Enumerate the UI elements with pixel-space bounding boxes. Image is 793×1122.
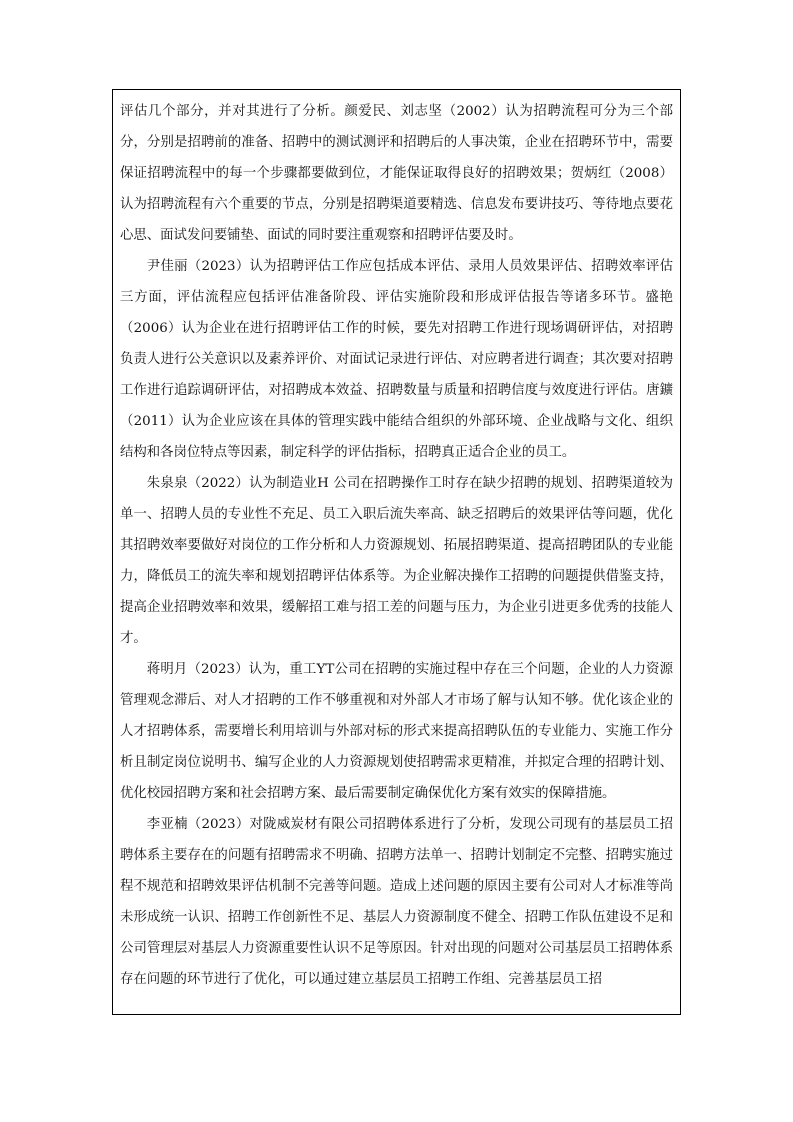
paragraph-2: 尹佳丽（2023）认为招聘评估工作应包括成本评估、录用人员效果评估、招聘效率评估三方面，评估流程应包括评估准备阶段、评估实施阶段和形成评估报告等诸多环节。盛艳（2006）认为企业在进行招聘评估工作的时候，要先对招聘工作进行现场调研评估，对招聘负责人进行公关意识以及素养评价、对面试记录进行评估、对应聘者进行调查；其次要对招聘工作进行追踪调研评估，对招聘成本效益、招聘数量与质量和招聘信度与效度进行评估。唐鑛（2011）认为企业应该在具体的管理实践中能结合组织的外部环境、企业战略与文化、组织结构和各岗位特点等因素，制定科学的评估指标，招聘真正适合企业的员工。 bbox=[120, 259, 673, 460]
document-body bbox=[113, 90, 680, 995]
paragraph-5: 李亚楠（2023）对陇威炭材有限公司招聘体系进行了分析，发现公司现有的基层员工招聘体系主要存在的问题有招聘需求不明确、招聘方法单一、招聘计划制定不完整、招聘实施过程不规范和招聘效果评估机制不完善等问题。造成上述问题的原因主要有公司对人才标准等尚未形成统一认识、招聘工作创新性不足、基层人力资源制度不健全、招聘工作队伍建设不足和公司管理层对基层人力资源重要性认识不足等原因。针对出现的问题对公司基层员工招聘体系存在问题的环节进行了优化，可以通过建立基层员工招聘工作组、完善基层员工招 bbox=[120, 817, 673, 987]
document-frame bbox=[112, 89, 681, 1015]
paragraph-1: 评估几个部分，并对其进行了分析。颜爱民、刘志坚（2002）认为招聘流程可分为三个部分，分别是招聘前的准备、招聘中的测试测评和招聘后的人事决策，企业在招聘环节中，需要保证招聘流程中的每一个步骤都要做到位，才能保证取得良好的招聘效果；贺炳红（2008）认为招聘流程有六个重要的节点，分别是招聘渠道要精选、信息发布要讲技巧、等待地点要花心思、面试发问要铺垫、面试的同时要注重观察和招聘评估要及时。 bbox=[120, 104, 673, 243]
paragraph-4: 蒋明月（2023）认为，重工YT公司在招聘的实施过程中存在三个问题，企业的人力资源管理观念滞后、对人才招聘的工作不够重视和对外部人才市场了解与认知不够。优化该企业的人才招聘体系，需要增长利用培训与外部对标的形式来提高招聘队伍的专业能力、实施工作分析且制定岗位说明书、编写企业的人力资源规划使招聘需求更精准，并拟定合理的招聘计划、优化校园招聘方案和社会招聘方案、最后需要制定确保优化方案有效实的保障措施。 bbox=[120, 662, 673, 801]
paragraph-3: 朱泉泉（2022）认为制造业H 公司在招聘操作工时存在缺少招聘的规划、招聘渠道较为单一、招聘人员的专业性不充足、员工入职后流失率高、缺乏招聘后的效果评估等问题，优化其招聘效率要做好对岗位的工作分析和人力资源规划、拓展招聘渠道、提高招聘团队的专业能力，降低员工的流失率和规划招聘评估体系等。为企业解决操作工招聘的问题提供借鉴支持，提高企业招聘效率和效果，缓解招工难与招工差的问题与压力，为企业引进更多优秀的技能人才。 bbox=[120, 476, 673, 646]
